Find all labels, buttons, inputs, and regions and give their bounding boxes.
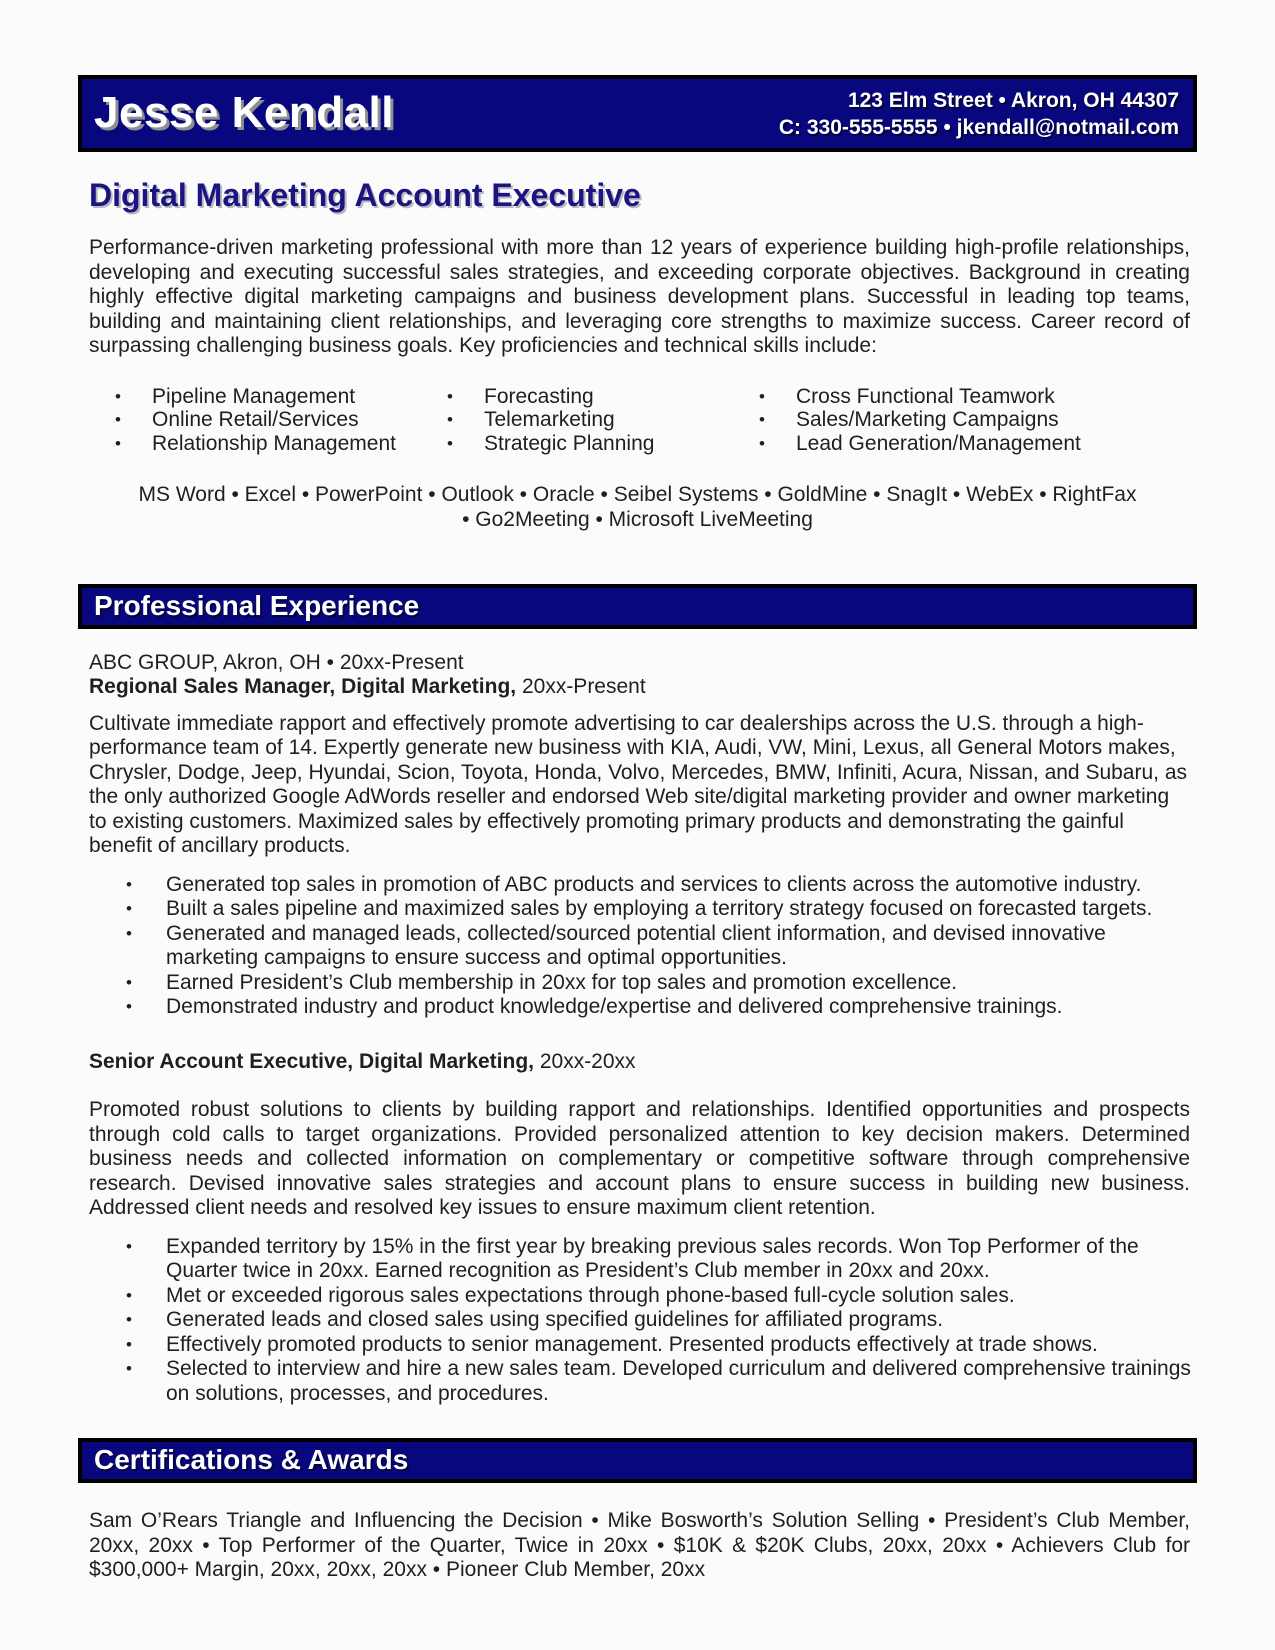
skill-label: Online Retail/Services bbox=[152, 408, 359, 432]
bullet-text: Selected to interview and hire a new sales team. Developed curriculum and delivered comprehensive trainings on solutions, processes, and procedures. bbox=[166, 1357, 1191, 1405]
summary-paragraph: Performance-driven marketing professional with more than 12 years of experience building high-profile relationships, developing and executing successful sales strategies, and exceeding corporate objectives. Background in creating highly effective digital marketing campaigns and business development plans. Successful in leading top teams, building and maintaining client relationships, and leveraging core strengths to maximize success. Career record of surpassing challenging business goals. Key proficiencies and technical skills include: bbox=[89, 236, 1190, 357]
skill-item bbox=[445, 385, 757, 409]
skill-item bbox=[757, 432, 1190, 456]
bullet-icon: • bbox=[759, 386, 765, 406]
skill-item bbox=[445, 408, 757, 432]
job-title-senior-account-executive bbox=[89, 1050, 1190, 1075]
skill-item bbox=[757, 385, 1190, 409]
bullet-item bbox=[124, 1357, 1197, 1406]
bullet-item bbox=[124, 1333, 1197, 1358]
bullet-item bbox=[124, 1284, 1197, 1309]
address-line: 123 Elm Street • Akron, OH 44307 bbox=[847, 88, 1179, 112]
bullet-icon: • bbox=[126, 923, 132, 943]
phone-email-line: C: 330-555-5555 • jkendall@notmail.com bbox=[778, 115, 1179, 139]
bullet-text: Demonstrated industry and product knowledge/expertise and delivered comprehensive trainings. bbox=[166, 995, 1063, 1019]
bullet-icon: • bbox=[126, 997, 132, 1017]
skill-label: Cross Functional Teamwork bbox=[796, 384, 1055, 408]
skill-label: Relationship Management bbox=[152, 431, 396, 455]
job-paragraph: Cultivate immediate rapport and effectively promote advertising to car dealerships across the U.S. through a high-performance team of 14. Expertly generate new business with KIA, Audi, VW, Mini, Lexus, all General Motors makes, Chrysler, Dodge, Jeep, Hyundai, Scion, Toyota, Honda, Volvo, Mercedes, BMW, Infiniti, Acura, Nissan, and Subaru, as the only authorized Google AdWords reseller and endorsed Web site/digital marketing provider and owner marketing to existing customers. Maximized sales by effectively promoting primary products and demonstrating the gainful benefit of ancillary products. bbox=[89, 711, 1188, 858]
certifications-paragraph: Sam O’Rears Triangle and Influencing the Decision • Mike Bosworth’s Solution Selling • President’s Club Member, 20xx, 20xx • Top Performer of the Quarter, Twice in 20xx • $10K & $20K Clubs, 20xx, 20xx • Achievers Club for $300,000+ Margin, 20xx, 20xx, 20xx • Pioneer Club Member, 20xx bbox=[89, 1509, 1190, 1582]
bullet-item bbox=[124, 1308, 1197, 1333]
job-title-regional-sales-manager bbox=[89, 675, 1190, 700]
bullet-icon: • bbox=[126, 1359, 132, 1379]
candidate-name: Jesse Kendall bbox=[94, 88, 394, 138]
skill-item bbox=[113, 408, 445, 432]
skill-item bbox=[757, 408, 1190, 432]
section-heading-label: Certifications & Awards bbox=[94, 1444, 409, 1476]
bullet-item bbox=[124, 995, 1197, 1020]
job-paragraph: Promoted robust solutions to clients by building rapport and relationships. Identified opportunities and prospects through cold calls to target organizations. Provided personalized attention to key decision makers. Determined business needs and collected information on complementary or competitive software through comprehensive research. Devised innovative sales strategies and account plans to ensure success in building new business. Addressed client needs and resolved key issues to ensure maximum client retention. bbox=[89, 1098, 1190, 1220]
bullet-item bbox=[124, 1235, 1197, 1284]
bullet-text: Generated leads and closed sales using specified guidelines for affiliated programs. bbox=[166, 1308, 944, 1332]
bullet-icon: • bbox=[759, 433, 765, 453]
company-line: ABC GROUP, Akron, OH • 20xx-Present bbox=[89, 650, 464, 674]
skills-column-3 bbox=[757, 385, 1190, 456]
bullet-text: Generated top sales in promotion of ABC products and services to clients across the automotive industry. bbox=[166, 872, 1142, 896]
skill-item bbox=[445, 432, 757, 456]
skill-item bbox=[113, 432, 445, 456]
bullet-icon: • bbox=[759, 410, 765, 430]
skill-label: Strategic Planning bbox=[484, 431, 655, 455]
header-bar bbox=[78, 75, 1197, 152]
bullet-item bbox=[124, 897, 1197, 922]
bullet-item bbox=[124, 873, 1197, 898]
bullet-icon: • bbox=[126, 1236, 132, 1256]
bullet-item bbox=[124, 971, 1197, 996]
bullet-icon: • bbox=[447, 410, 453, 430]
skill-item bbox=[113, 385, 445, 409]
bullet-icon: • bbox=[126, 1334, 132, 1354]
skill-label: Lead Generation/Management bbox=[796, 431, 1081, 455]
bullet-text: Effectively promoted products to senior management. Presented products effectively at trade shows. bbox=[166, 1332, 1098, 1356]
job-dates: 20xx-20xx bbox=[534, 1049, 636, 1073]
bullet-text: Built a sales pipeline and maximized sales by employing a territory strategy focused on forecasted targets. bbox=[166, 897, 1153, 921]
skill-label: Sales/Marketing Campaigns bbox=[796, 408, 1059, 432]
skill-label: Pipeline Management bbox=[152, 384, 356, 408]
bullet-icon: • bbox=[126, 874, 132, 894]
job-title-text: Regional Sales Manager, Digital Marketing, bbox=[89, 675, 517, 699]
bullet-text: Earned President’s Club membership in 20xx for top sales and promotion excellence. bbox=[166, 970, 958, 994]
job-title-text: Senior Account Executive, Digital Marketing, bbox=[89, 1049, 534, 1073]
skills-column-2 bbox=[445, 385, 757, 456]
skill-label: Telemarketing bbox=[484, 408, 615, 432]
bullet-icon: • bbox=[447, 433, 453, 453]
bullet-icon: • bbox=[447, 386, 453, 406]
bullet-icon: • bbox=[126, 972, 132, 992]
section-header-certifications-awards bbox=[78, 1438, 1197, 1483]
resume-title: Digital Marketing Account Executive bbox=[89, 177, 641, 213]
bullet-item bbox=[124, 922, 1197, 971]
bullet-icon: • bbox=[115, 386, 121, 406]
bullet-list-job-1 bbox=[78, 873, 1197, 1020]
section-header-professional-experience bbox=[78, 584, 1197, 629]
bullet-list-job-2 bbox=[78, 1235, 1197, 1407]
tools-line: MS Word • Excel • PowerPoint • Outlook • Oracle • Seibel Systems • GoldMine • SnagIt • WebEx • RightFax • Go2Meeting • Microsoft LiveMeeting bbox=[138, 482, 1137, 531]
bullet-text: Met or exceeded rigorous sales expectations through phone-based full-cycle solution sales. bbox=[166, 1283, 1015, 1307]
contact-block bbox=[779, 87, 1179, 141]
job-dates: 20xx-Present bbox=[516, 675, 646, 699]
skills-column-1 bbox=[113, 385, 445, 456]
bullet-icon: • bbox=[126, 899, 132, 919]
bullet-icon: • bbox=[126, 1285, 132, 1305]
skill-label: Forecasting bbox=[484, 384, 594, 408]
bullet-icon: • bbox=[115, 410, 121, 430]
bullet-text: Generated and managed leads, collected/sourced potential client information, and devised innovative marketing campaigns to ensure success and optimal opportunities. bbox=[166, 921, 1106, 970]
bullet-text: Expanded territory by 15% in the first year by breaking previous sales records. Won Top Performer of the Quarter twice in 20xx. Earned recognition as President’s Club member in 20xx and 20xx. bbox=[166, 1234, 1139, 1283]
section-heading-label: Professional Experience bbox=[94, 589, 420, 621]
bullet-icon: • bbox=[115, 433, 121, 453]
skills-grid bbox=[113, 385, 1190, 456]
bullet-icon: • bbox=[126, 1310, 132, 1330]
